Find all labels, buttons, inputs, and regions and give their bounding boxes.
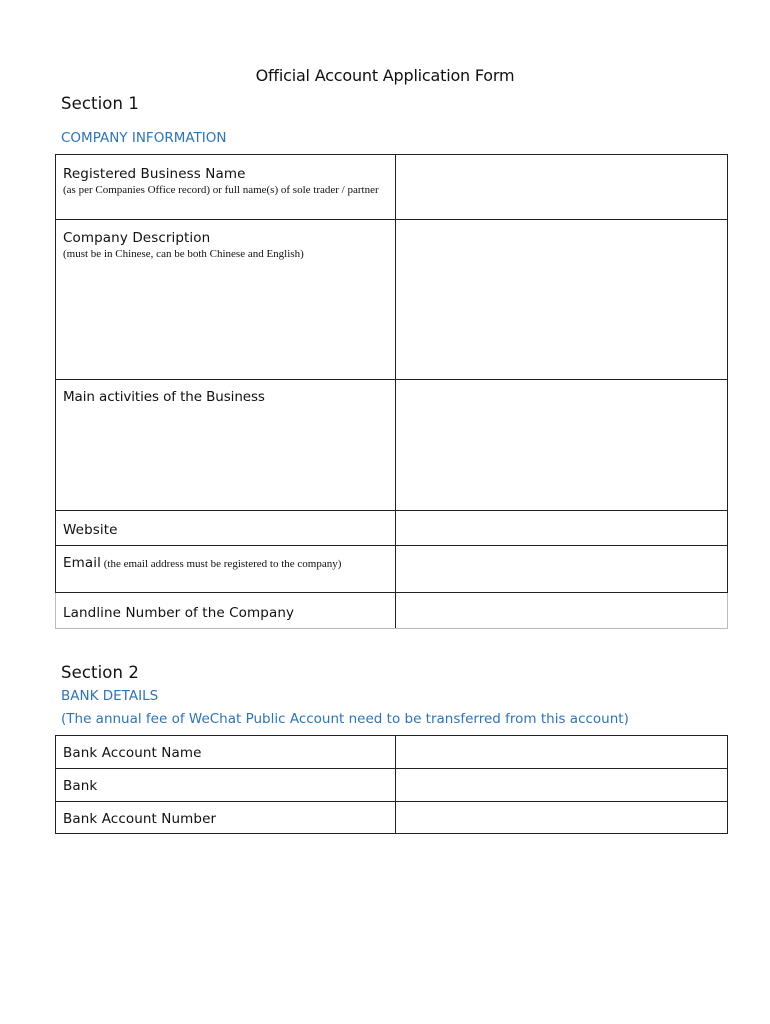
registered-business-name-row	[56, 155, 728, 220]
bank-account-number-row	[56, 802, 728, 834]
landline-number-label: Landline Number of the Company	[63, 605, 295, 621]
bank-account-name-label: Bank Account Name	[63, 745, 202, 761]
bank-account-name-field[interactable]	[396, 736, 728, 769]
bank-account-number-field[interactable]	[396, 802, 728, 834]
bank-account-name-label-cell	[56, 736, 396, 769]
company-description-label: Company Description	[63, 230, 211, 246]
section-1-heading: Section 1	[61, 94, 139, 113]
main-activities-row	[56, 380, 728, 511]
form-title: Official Account Application Form	[255, 66, 515, 85]
bank-details-table	[55, 735, 728, 834]
company-description-field[interactable]	[396, 220, 728, 380]
bank-account-number-label-cell	[56, 802, 396, 834]
website-label: Website	[63, 522, 118, 538]
website-row	[56, 511, 728, 546]
email-note: (the email address must be registered to the company)	[103, 558, 342, 570]
registered-business-name-label-cell	[56, 155, 396, 220]
company-information-heading: COMPANY INFORMATION	[61, 130, 227, 146]
email-field[interactable]	[396, 546, 728, 593]
company-description-note: (must be in Chinese, can be both Chinese and English)	[63, 248, 304, 260]
landline-number-field[interactable]	[396, 593, 728, 629]
bank-account-number-label: Bank Account Number	[63, 811, 217, 827]
website-label-cell	[56, 511, 396, 546]
section-2-heading: Section 2	[61, 663, 139, 682]
bank-details-note: (The annual fee of WeChat Public Account need to be transferred from this account)	[61, 711, 629, 727]
bank-row	[56, 769, 728, 802]
website-field[interactable]	[396, 511, 728, 546]
registered-business-name-field[interactable]	[396, 155, 728, 220]
main-activities-field[interactable]	[396, 380, 728, 511]
bank-field[interactable]	[396, 769, 728, 802]
bank-account-name-row	[56, 736, 728, 769]
main-activities-label: Main activities of the Business	[63, 389, 265, 405]
landline-number-label-cell	[56, 593, 396, 629]
main-activities-label-cell	[56, 380, 396, 511]
registered-business-name-label: Registered Business Name	[63, 166, 246, 182]
bank-label: Bank	[63, 778, 98, 794]
email-label: Email	[63, 555, 101, 571]
email-row	[56, 546, 728, 593]
registered-business-name-note: (as per Companies Office record) or full name(s) of sole trader / partner	[63, 184, 379, 196]
bank-label-cell	[56, 769, 396, 802]
bank-details-heading: BANK DETAILS	[61, 688, 159, 704]
email-label-cell	[56, 546, 396, 593]
company-description-label-cell	[56, 220, 396, 380]
landline-number-row	[56, 593, 728, 629]
company-information-table	[55, 154, 728, 629]
company-description-row	[56, 220, 728, 380]
